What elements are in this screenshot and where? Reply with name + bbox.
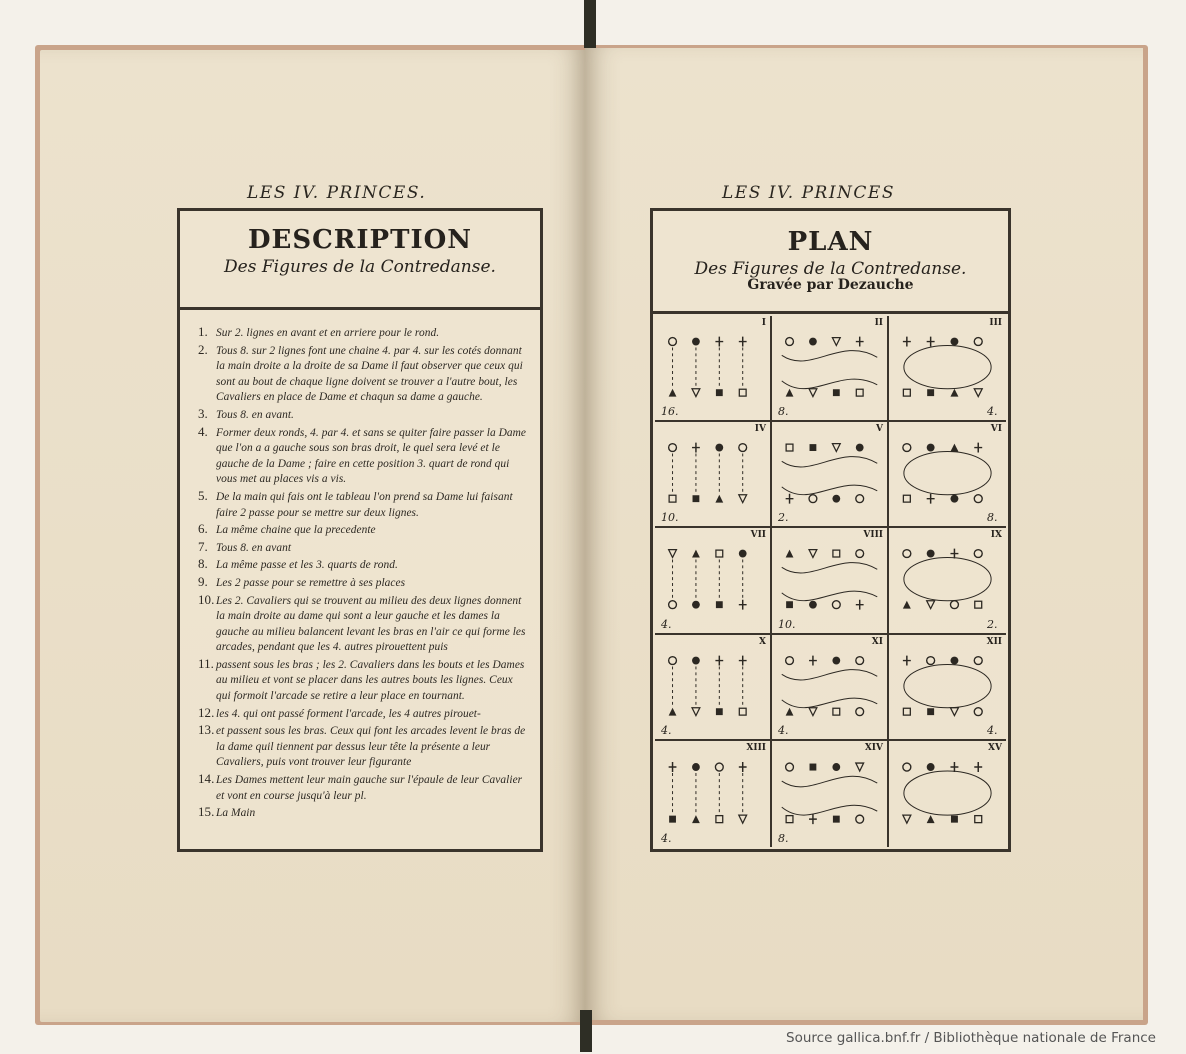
plan-title: PLAN (787, 227, 874, 257)
figure-count: 4. (987, 723, 998, 737)
plan-frame (650, 208, 1011, 852)
item-number: 7. (198, 538, 208, 554)
description-item (198, 556, 528, 574)
figure-number: VI (990, 424, 1002, 435)
figure-diagram (772, 316, 887, 420)
item-text: De la main qui fais ont le tableau l'on prend sa Dame lui faisant faire 2 passe pour se mettre sur deux lignes. (216, 490, 513, 519)
description-subtitle: Des Figures de la Contredanse. (224, 257, 496, 277)
figure-count: 8. (987, 511, 998, 525)
item-number: 14. (198, 771, 215, 787)
item-text: Former deux ronds, 4. par 4. et sans se quiter faire passer la Dame que l'on a a gauche sous son bras droit, le quel sera levé et le gauche de la Dame ; faire en cette position 3. quart de rond qui vous met au places vis a vis. (216, 426, 527, 486)
item-text: Les 2. Cavaliers qui se trouvent au milieu des deux lignes donnent la main droite au dame qui sont a leur gauche et les dames la gauche au milieu balancent levant les bras en l'air ce qui forme les arcades, pendant que les 4. autres pirouettent puis (216, 594, 526, 654)
left-running-head: LES IV. PRINCES. (247, 183, 427, 203)
item-number: 3. (198, 405, 208, 421)
figure-number: I (761, 318, 766, 328)
figure-number: X (759, 636, 766, 647)
figure-number: II (874, 318, 883, 328)
figure-number: V (876, 424, 883, 435)
description-item (198, 424, 528, 488)
description-item (198, 324, 528, 342)
description-item (198, 592, 528, 656)
item-text: les 4. qui ont passé forment l'arcade, les 4 autres pirouet- (216, 707, 481, 720)
figure-diagram (655, 528, 770, 632)
description-item (198, 521, 528, 539)
item-number: 6. (198, 521, 208, 537)
figure-cell (655, 316, 772, 422)
figure-cell (772, 741, 889, 847)
description-item (198, 656, 528, 705)
item-number: 11. (198, 655, 214, 671)
figure-number: XV (988, 742, 1002, 753)
item-number: 4. (198, 423, 208, 439)
item-text: passent sous les bras ; les 2. Cavaliers dans les bouts et les Dames au milieu et vont se placer dans les autres bouts les lignes. Ceux qui formoit l'arcade se retire a leur place en tournant. (216, 658, 525, 703)
figure-count: 4. (987, 405, 998, 419)
figure-grid (655, 316, 1006, 847)
figure-number: IV (754, 424, 766, 435)
figure-number: III (989, 318, 1002, 328)
figure-diagram (772, 635, 887, 739)
figure-diagram (889, 741, 1006, 847)
figure-cell (655, 528, 772, 634)
item-number: 8. (198, 556, 208, 572)
item-text: La même passe et les 3. quarts de rond. (216, 559, 398, 572)
item-text: La même chaine que la precedente (216, 524, 376, 537)
figure-cell (655, 635, 772, 741)
figure-cell (772, 422, 889, 528)
item-number: 5. (198, 487, 208, 503)
figure-diagram (655, 635, 770, 739)
figure-number: IX (990, 530, 1002, 541)
figure-cell (889, 528, 1006, 634)
description-item (198, 574, 528, 592)
item-number: 9. (198, 573, 208, 589)
item-text: Tous 8. sur 2 lignes font une chaine 4. par 4. sur les cotés donnant la main droite a la droite de sa Dame il faut observer que ceux qui sont au bout de chaque ligne doivent se trouver a l'autre bout, les Cavaliers en place de Dame et chaqun sa dame a gauche. (216, 344, 523, 404)
description-item (198, 342, 528, 406)
figure-count: 16. (661, 405, 679, 419)
bookmark-ribbon-bottom (580, 1010, 592, 1052)
figure-count: 8. (778, 831, 789, 845)
figure-count: 10. (661, 511, 679, 525)
figure-count: 2. (987, 617, 998, 631)
figure-count: 4. (661, 617, 672, 631)
figure-number: XII (986, 636, 1002, 647)
item-text: Tous 8. en avant. (216, 408, 294, 421)
figure-number: XIV (864, 742, 883, 753)
item-number: 12. (198, 704, 215, 720)
figure-diagram (772, 422, 887, 526)
figure-count: 10. (778, 617, 796, 631)
item-number: 13. (198, 722, 215, 738)
figure-cell (889, 316, 1006, 422)
item-text: et passent sous les bras. Ceux qui font les arcades levent le bras de la dame quil tiennent par dessus leur tête la présente a leur Cavaliers, puis vont trouver leur figurante (216, 725, 526, 769)
description-title: DESCRIPTION (247, 225, 473, 255)
description-item (198, 488, 528, 521)
figure-number: VIII (863, 530, 883, 541)
source-footer: Source gallica.bnf.fr / Bibliothèque nationale de France (786, 1030, 1156, 1046)
figure-number: VII (750, 530, 766, 541)
figure-cell (889, 422, 1006, 528)
description-item (198, 722, 528, 771)
figure-cell (655, 741, 772, 847)
description-item (198, 804, 528, 822)
description-frame (177, 208, 543, 852)
bookmark-ribbon-top (584, 0, 596, 48)
item-number: 2. (198, 341, 208, 357)
figure-count: 8. (778, 405, 789, 419)
figure-diagram (772, 741, 887, 847)
item-text: Les 2 passe pour se remettre à ses places (216, 576, 406, 589)
figure-count: 4. (661, 831, 672, 845)
figure-count: 4. (661, 723, 672, 737)
right-running-head: LES IV. PRINCES (722, 183, 895, 203)
figure-cell (772, 635, 889, 741)
plan-title-box (653, 211, 1008, 314)
description-item (198, 406, 528, 424)
figure-cell (889, 741, 1006, 847)
item-text: Sur 2. lignes en avant et en arriere pour le rond. (216, 327, 440, 339)
figure-cell (889, 635, 1006, 741)
item-number: 15. (198, 804, 215, 820)
description-title-box (180, 211, 540, 310)
figure-count: 2. (778, 511, 789, 525)
figure-cell (655, 422, 772, 528)
item-text: Tous 8. en avant (216, 541, 292, 554)
description-list (198, 324, 528, 822)
figure-cell (772, 316, 889, 422)
figure-diagram (655, 741, 770, 847)
plan-subtitle: Des Figures de la Contredanse. (694, 259, 967, 279)
description-item (198, 539, 528, 557)
item-text: La Main (216, 807, 256, 820)
item-number: 10. (198, 591, 215, 607)
item-number: 1. (198, 324, 208, 339)
figure-number: XI (871, 636, 883, 647)
description-item (198, 705, 528, 723)
item-text: Les Dames mettent leur main gauche sur l'épaule de leur Cavalier et vont en course jusqu'à leur pl. (216, 774, 523, 802)
engraver-credit: Gravée par Dezauche (747, 277, 914, 293)
figure-cell (772, 528, 889, 634)
figure-number: XIII (746, 742, 766, 753)
description-item (198, 771, 528, 804)
figure-count: 4. (778, 723, 789, 737)
